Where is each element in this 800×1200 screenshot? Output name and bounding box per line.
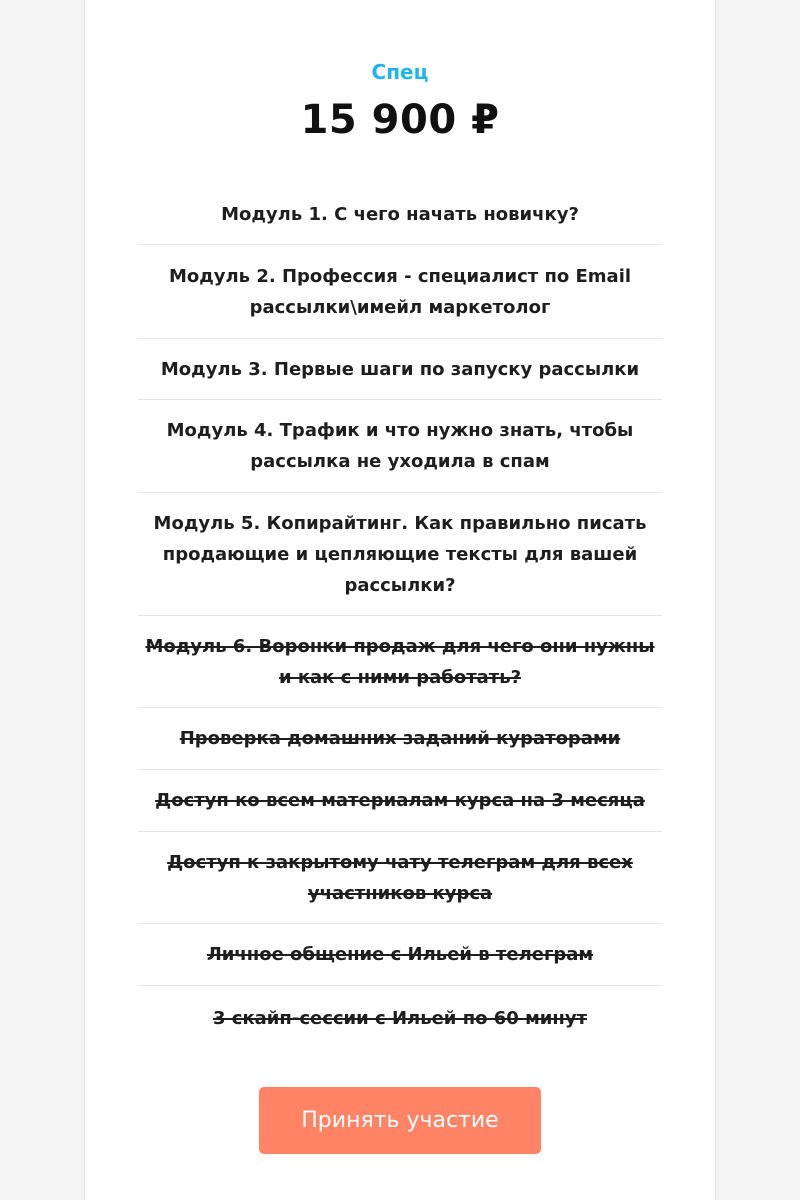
- feature-item: [138, 400, 662, 493]
- feature-item: [138, 184, 662, 245]
- feature-item: [138, 708, 662, 770]
- plan-price: 15 900 ₽: [300, 97, 500, 143]
- feature-item: [138, 832, 662, 924]
- feature-text: Модуль 6. Воронки продаж для чего они нужны и как с ними работать?: [145, 635, 655, 688]
- feature-text: 3 скайп-сессии с Ильей по 60 минут: [212, 1007, 588, 1029]
- feature-item: [138, 245, 662, 339]
- feature-list: [138, 184, 662, 1050]
- feature-text: Модуль 1. С чего начать новичку?: [221, 203, 579, 225]
- feature-item: [138, 339, 662, 400]
- feature-text: Модуль 2. Профессия - специалист по Email рассылки\имейл маркетолог: [168, 265, 632, 318]
- feature-text: Доступ ко всем материалам курса на 3 месяца: [155, 790, 645, 811]
- feature-text: Модуль 4. Трафик и что нужно знать, чтобы рассылка не уходила в спам: [166, 420, 634, 472]
- feature-text: Личное общение с Ильей в телеграм: [206, 944, 594, 965]
- feature-text: Модуль 3. Первые шаги по запуску рассылки: [160, 358, 640, 380]
- feature-item: [138, 770, 662, 832]
- feature-item: [138, 616, 662, 708]
- join-button[interactable]: Принять участие: [259, 1087, 541, 1154]
- feature-item: [138, 986, 662, 1050]
- feature-text: Модуль 5. Копирайтинг. Как правильно писать продающие и цепляющие тексты для вашей рассылки?: [153, 512, 647, 596]
- feature-item: [138, 924, 662, 986]
- plan-name: Спец: [371, 60, 429, 84]
- feature-text: Доступ к закрытому чату телеграм для всех участников курса: [167, 851, 633, 904]
- feature-text: Проверка домашних заданий кураторами: [179, 728, 621, 749]
- feature-item: [138, 493, 662, 616]
